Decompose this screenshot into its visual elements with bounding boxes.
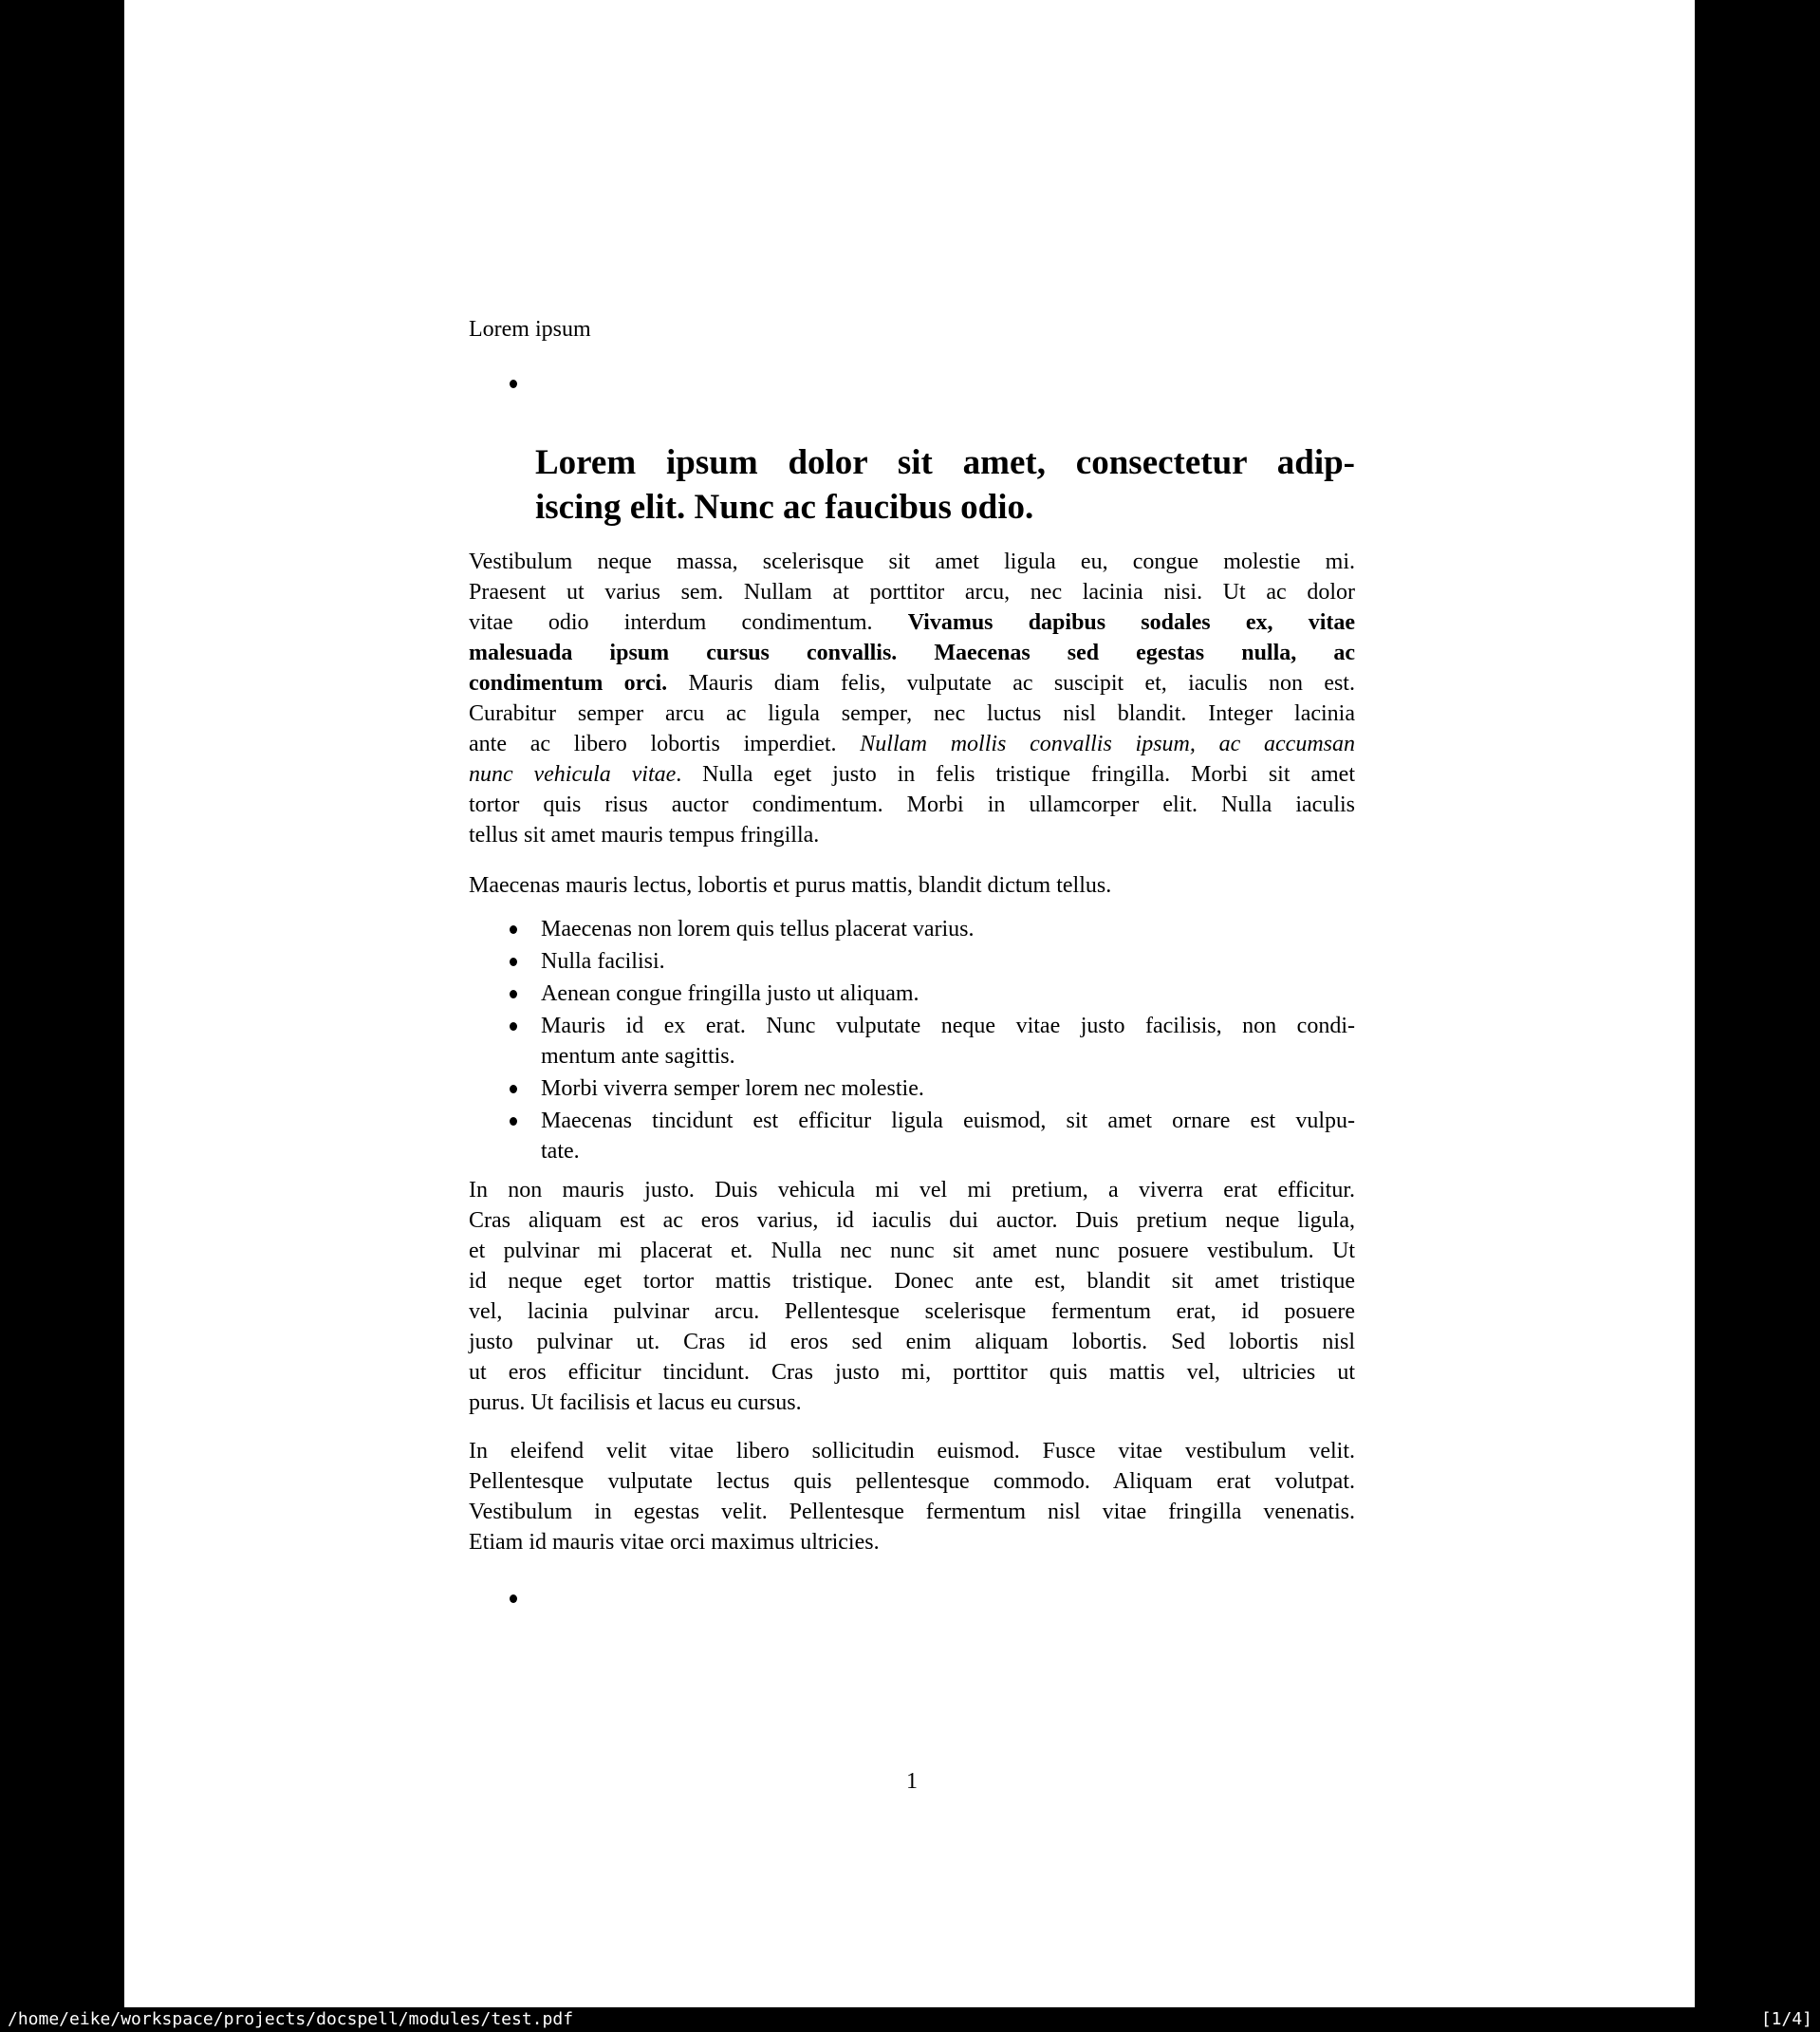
text-line: tate. bbox=[541, 1139, 580, 1164]
list-item bbox=[469, 1106, 1355, 1166]
file-path: /home/eike/workspace/projects/docspell/modules/test.pdf bbox=[8, 2009, 574, 2029]
status-bar bbox=[0, 2007, 1820, 2032]
text-line: Morbi viverra semper lorem nec molestie. bbox=[541, 1076, 924, 1101]
text-line: Cras aliquam est ac eros varius, id iaculis dui auctor. Duis pretium neque ligula, bbox=[469, 1208, 1355, 1233]
text-line: id neque eget tortor mattis tristique. Donec ante est, blandit sit amet tristique bbox=[469, 1269, 1355, 1294]
list-item bbox=[469, 1073, 1355, 1104]
bullet-icon bbox=[510, 380, 517, 388]
page-indicator: [1/4] bbox=[1760, 2009, 1812, 2029]
text-line: ut eros efficitur tincidunt. Cras justo mi, porttitor quis mattis vel, ultricies ut bbox=[469, 1360, 1355, 1385]
text-line: In non mauris justo. Duis vehicula mi vel mi pretium, a viverra erat efficitur. bbox=[469, 1178, 1355, 1202]
text-line: Nulla facilisi. bbox=[541, 949, 665, 974]
text-line: Aenean congue fringilla justo ut aliquam. bbox=[541, 981, 919, 1006]
text-line: Vestibulum neque massa, scelerisque sit amet ligula eu, congue molestie mi. bbox=[469, 550, 1355, 574]
bullet-icon bbox=[510, 990, 517, 998]
text-line: malesuada ipsum cursus convallis. Maecenas sed egestas nulla, ac bbox=[469, 641, 1355, 665]
text-line: nunc vehicula vitae. Nulla eget justo in felis tristique fringilla. Morbi sit amet bbox=[469, 762, 1355, 787]
bullet-icon bbox=[510, 958, 517, 966]
text-line: vitae odio interdum condimentum. Vivamus dapibus sodales ex, vitae bbox=[469, 610, 1355, 635]
text-line: Maecenas mauris lectus, lobortis et purus mattis, blandit dictum tellus. bbox=[469, 873, 1112, 898]
text-line: tortor quis risus auctor condimentum. Morbi in ullamcorper elit. Nulla iaculis bbox=[469, 792, 1355, 817]
text-line: Maecenas non lorem quis tellus placerat varius. bbox=[541, 917, 975, 941]
intro-text: Lorem ipsum bbox=[469, 317, 591, 342]
text-line: justo pulvinar ut. Cras id eros sed enim aliquam lobortis. Sed lobortis nisl bbox=[469, 1330, 1355, 1354]
bullet-icon bbox=[510, 925, 517, 934]
text-line: iscing elit. Nunc ac faucibus odio. bbox=[535, 488, 1034, 527]
text-line: Mauris id ex erat. Nunc vulputate neque vitae justo facilisis, non condi- bbox=[541, 1014, 1355, 1038]
text-line: condimentum orci. Mauris diam felis, vulputate ac suscipit et, iaculis non est. bbox=[469, 671, 1355, 696]
paragraph-2 bbox=[469, 870, 1355, 901]
bullet-icon bbox=[510, 1022, 517, 1031]
paragraph-3 bbox=[469, 1175, 1355, 1418]
text-line: Curabitur semper arcu ac ligula semper, nec luctus nisl blandit. Integer lacinia bbox=[469, 701, 1355, 726]
text-line: Etiam id mauris vitae orci maximus ultricies. bbox=[469, 1530, 880, 1555]
text-line: Maecenas tincidunt est efficitur ligula euismod, sit amet ornare est vulpu- bbox=[541, 1109, 1355, 1133]
text-line: purus. Ut facilisis et lacus eu cursus. bbox=[469, 1390, 802, 1415]
text-line: Lorem ipsum dolor sit amet, consectetur adip- bbox=[535, 443, 1355, 482]
text-line: In eleifend velit vitae libero sollicitudin euismod. Fusce vitae vestibulum velit. bbox=[469, 1439, 1355, 1463]
list-item bbox=[469, 946, 1355, 977]
paragraph-1 bbox=[469, 547, 1355, 850]
paragraph-4 bbox=[469, 1436, 1355, 1557]
text-line: vel, lacinia pulvinar arcu. Pellentesque scelerisque fermentum erat, id posuere bbox=[469, 1299, 1355, 1324]
text-line: mentum ante sagittis. bbox=[541, 1044, 735, 1069]
text-line: et pulvinar mi placerat et. Nulla nec nunc sit amet nunc posuere vestibulum. Ut bbox=[469, 1239, 1355, 1263]
text-line: Praesent ut varius sem. Nullam at porttitor arcu, nec lacinia nisi. Ut ac dolor bbox=[469, 580, 1355, 605]
bullet-icon bbox=[510, 1117, 517, 1126]
list-item bbox=[469, 1011, 1355, 1072]
section-heading bbox=[535, 440, 1355, 530]
text-line: ante ac libero lobortis imperdiet. Nullam mollis convallis ipsum, ac accumsan bbox=[469, 732, 1355, 756]
text-line: Vestibulum in egestas velit. Pellentesque fermentum nisl vitae fringilla venenatis. bbox=[469, 1500, 1355, 1524]
bullet-icon bbox=[510, 1085, 517, 1093]
list-item bbox=[469, 914, 1355, 944]
pdf-page[interactable] bbox=[124, 0, 1695, 2007]
bullet-icon bbox=[510, 1594, 517, 1603]
intro-paragraph bbox=[469, 314, 1355, 345]
list-item bbox=[469, 979, 1355, 1009]
bullet-list bbox=[469, 914, 1355, 1168]
page-number: 1 bbox=[906, 1769, 918, 1794]
text-line: tellus sit amet mauris tempus fringilla. bbox=[469, 823, 820, 848]
text-line: Pellentesque vulputate lectus quis pellentesque commodo. Aliquam erat volutpat. bbox=[469, 1469, 1355, 1494]
